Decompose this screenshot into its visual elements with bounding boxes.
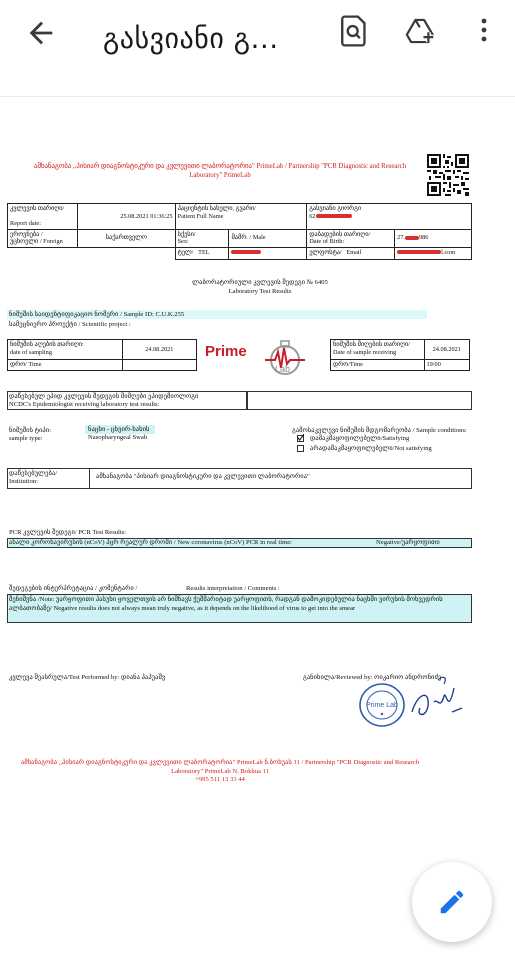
footer-address: ამხანაგობა ,,პისიარ დიაგნოსტიკური და კვლევითი ლაბორატორია" PrimeLab ნ.ბოხუას 11 / Partnership "PCR Diagnostic and Research Laboratory" PrimeLab N. Bokhua 11 (20, 759, 420, 775)
phone-label: ტელ/ TEL (175, 247, 229, 259)
epidemiologist-label-en: NCDC's Epidemiologist receiving laboratory test results: (9, 401, 160, 408)
add-to-drive-icon[interactable] (405, 14, 437, 48)
sex-value: მამრ. / Male (229, 229, 307, 247)
scientific-project: სამეცნიერო პროექტი / Scientific project : (9, 321, 131, 328)
patient-info-table (7, 203, 472, 260)
receiving-time-value: 19:00 (424, 360, 470, 371)
pcr-result-value: Negative/უარყოფითი (376, 539, 440, 546)
email-label: ელფოსტა/ Email (307, 247, 395, 259)
satisfying-label: დამაკმაყოფილებელი/Satisfying (310, 435, 410, 442)
receiving-date-value: 24.08.2021 (424, 340, 470, 360)
sampling-date-table (7, 339, 197, 371)
more-vert-icon[interactable] (474, 14, 494, 48)
signature (404, 672, 464, 732)
performed-by: კვლევა შეასრულა/Test Performed by: დიანა პაპუაშვ (9, 674, 166, 681)
receiving-time-label: დრო/Time (331, 360, 425, 371)
sampling-date-label: ნიმუშის აღების თარიღი: date of sampling (8, 340, 123, 360)
report-document (0, 97, 515, 837)
report-date-label: კვლევის თარიღი/ Report date: (8, 204, 78, 230)
lab-header: ამხანაგობა ,,პისიარ დიაგნოსტიკური და კვლევითი ლაბორატორია" PrimeLab / Partnership "PCR Diagnostic and Research Laboratory" PrimeLab (33, 163, 407, 179)
sample-type-label-ge: ნიმუშის ტიპი: (9, 427, 51, 434)
receiving-date-table (330, 339, 470, 371)
sampling-time-label: დრო/ Time (8, 360, 123, 371)
interpretation-note: შენიშვნა /Note: უარყოფითი პასუხი ყოველთვის არ ნიშნავს ჭეშმარიტად უარყოფითს, რადგან დამოკიდებულია ნაცხში ვირუსის მოხვედრის ალბათობაზე/ Negative results does not always mean truly negative, as it depends on the likelihood of virus to get into the smear (9, 596, 443, 612)
sex-label: სქესი/ Sex: (175, 229, 229, 247)
stamp-text: Prime Lab (366, 702, 398, 709)
epidemiologist-label-ge: დაწესებულ ეპიდ კვლევის შედეგის მიმღები ეპიდემიოლოგი (9, 393, 199, 400)
email-value: l.com (395, 247, 472, 259)
sample-type-label-en: sample type: (9, 435, 43, 442)
report-date-value: 25.08.2021 01:36:25 (77, 204, 175, 230)
search-document-icon[interactable] (338, 14, 370, 48)
sample-id: ნიმუშის საიდენტიფიკაციო ნომერი / Sample ID: C.U.K.255 (9, 311, 185, 318)
citizenship-value: საქართველო (77, 229, 175, 247)
institution-label-en: Institution: (9, 478, 38, 485)
edit-fab-button[interactable] (412, 862, 492, 942)
phone-value (229, 247, 307, 259)
patient-name-label: პაციენტის სახელი, გვარი/ Patient Full Name (175, 204, 307, 230)
not-satisfying-checkbox[interactable] (297, 445, 304, 452)
app-bar (0, 0, 515, 78)
interpretation-label-en: Results interpretation / Comments : (186, 585, 280, 592)
institution-value: ამხანაგობა "პისიარ დიაგნოსტიკური და კვლევითი ლაბორატორია" (96, 473, 310, 480)
sample-type-value-ge: ნაცხი - ცხვირ-ხახის (88, 426, 150, 433)
dob-label: დაბადების თარიღი/ Date of Birth: (307, 229, 395, 247)
footer-phone: +995 511 13 33 44 (195, 776, 245, 783)
reviewed-by: განიხილა/Reviewed by: ოიკარიო ანდრონიძე (303, 674, 442, 681)
document-title: გასვიანი გ... (103, 22, 279, 55)
check-icon (297, 434, 304, 441)
epidemiologist-value-box (247, 391, 472, 410)
lab-stamp (358, 682, 406, 728)
dob-value: 27. 986 (395, 229, 472, 247)
back-arrow-icon[interactable] (24, 16, 58, 50)
sample-type-value-en: Nasopharyngeal Swab (88, 434, 148, 441)
primelab-logo: Prime Lab (205, 340, 320, 380)
pcr-label: PCR კვლევის შედეგი/ PCR Test Results: (9, 529, 127, 536)
flask-icon (261, 340, 307, 380)
results-title-en: Laboratory Test Results (228, 288, 292, 295)
satisfying-checkbox[interactable] (297, 435, 304, 442)
results-title-ge: ლაბორატორიული კვლევის შედეგი № 6405 (192, 279, 328, 286)
sample-conditions-label: გამოსაკვლევი ნიმუშის მდგომარეობა / Sample conditions: (292, 427, 467, 434)
patient-name-value: გასვიანი გიორგი 62 (307, 204, 472, 230)
edit-pencil-icon (437, 887, 467, 917)
receiving-date-label: ნიმუშის მიღების თარიღი/ Date of sample receiving (331, 340, 425, 360)
interpretation-label-ge: შედეგების ინტერპრეტაცია / კომენტარი / (9, 585, 138, 592)
pcr-test-name: ახალი კორონავირუსის (nCoV) პცრ რეალურ დროში / New coronavirus (nCoV) PCR in real time: (9, 539, 292, 546)
sampling-date-value: 24.08.2021 (122, 340, 196, 360)
citizenship-label: ეროვნება / უცხოელი / Foreign (8, 229, 78, 247)
pdf-page (0, 96, 515, 960)
not-satisfying-label: არადამაკმაყოფილებელი/Not satisfying (310, 445, 432, 452)
qr-code (427, 154, 469, 196)
institution-label-ge: დაწესებულება/ (9, 470, 58, 477)
